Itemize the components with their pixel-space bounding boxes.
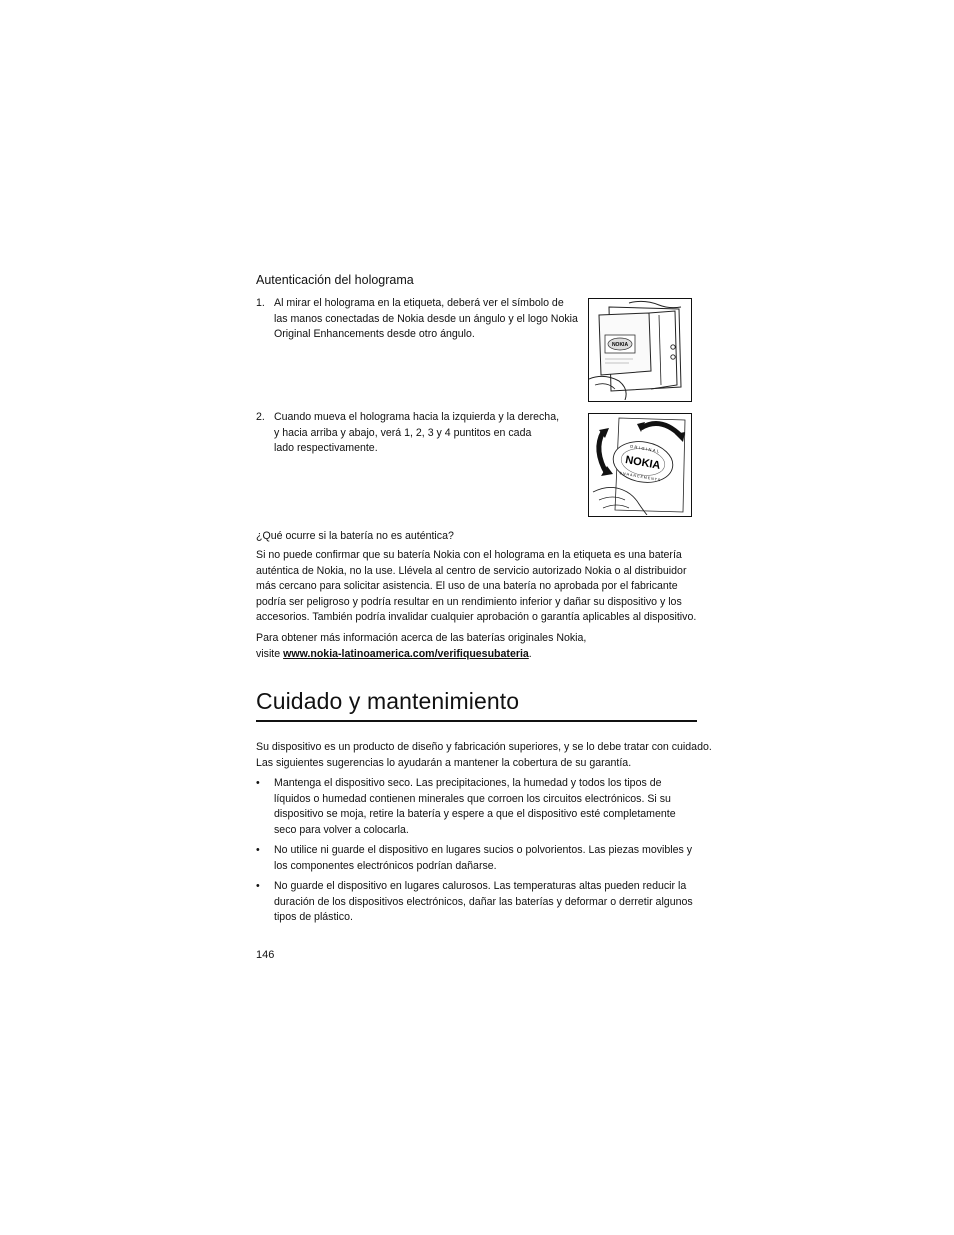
step-number: 1. [256,297,265,309]
intro-line: Las siguientes sugerencias lo ayudarán a mantener la cobertura de su garantía. [256,756,632,769]
bullet-line: No utilice ni guarde el dispositivo en lugares sucios o polvorientos. Las piezas movibles y [274,844,693,856]
care-bullet-1 [256,776,697,840]
bullet-line: tipos de plástico. [274,911,353,924]
step-line: las manos conectadas de Nokia desde un ángulo y el logo Nokia [274,312,578,325]
paragraph-line: Si no puede confirmar que su batería Nokia con el holograma en la etiqueta es una batería [256,549,682,561]
hologram-figure-hands [588,298,692,402]
more-info-paragraph [256,631,586,662]
bullet-text [274,776,676,838]
care-bullet-3 [256,879,697,927]
bullet-line: líquidos o humedad contienen minerales que corroen los circuitos electrónicos. Si su [274,792,671,805]
intro-line: Su dispositivo es un producto de diseño y fabricación superiores, y se lo debe tratar con cuidado. [256,741,712,753]
step-line: Cuando mueva el holograma hacia la izquierda y la derecha, [274,411,560,423]
care-bullet-2 [256,843,697,875]
bullet-line: los componentes electrónicos podrían dañarse. [274,859,497,872]
step-text [274,296,578,343]
step-line: Al mirar el holograma en la etiqueta, deberá ver el símbolo de [274,297,564,309]
bullet-line: No guarde el dispositivo en lugares calurosos. Las temperaturas altas pueden reducir la [274,880,687,892]
bullet-text [274,843,692,874]
hologram-rotation-illustration [589,414,690,515]
step-number: 2. [256,411,265,423]
paragraph-line: accesorios. También podría invalidar cualquier aprobación o garantía aplicables al dispositivo. [256,611,697,624]
bullet-dot: • [256,777,260,789]
visit-line [256,647,586,663]
step-text [274,410,559,457]
paragraph-line: podría ser peligroso y podría resultar en un rendimiento inferior y dañar su dispositivo y los [256,595,682,608]
step-line: lado respectivamente. [274,442,378,455]
section-subtitle: Autenticación del holograma [256,273,414,287]
bullet-text [274,879,693,926]
hologram-figure-rotation [588,413,692,517]
battery-label-illustration [589,299,690,400]
step-line: y hacia arriba y abajo, verá 1, 2, 3 y 4 puntitos en cada [274,426,532,439]
verification-link[interactable]: www.nokia-latinoamerica.com/verifiquesubateria [283,647,529,660]
figure-logo-text: NOKIA [611,342,629,348]
battery-question-heading: ¿Qué ocurre si la batería no es auténtica? [256,530,454,542]
battery-question-paragraph [256,548,696,626]
visit-prefix: visite [256,647,284,660]
bullet-line: seco para volver a colocarla. [274,823,409,836]
bullet-line: Mantenga el dispositivo seco. Las precipitaciones, la humedad y todos los tipos de [274,777,662,789]
step-item-1 [256,296,576,346]
page-number: 146 [256,949,275,961]
paragraph-line: auténtica de Nokia, no la use. Llévela al centro de servicio autorizado Nokia o al distribuidor [256,564,687,577]
figure-ring-bottom: ENHANCEMENTS [619,471,662,483]
figure-logo-text: NOKIA [624,453,662,472]
care-intro [256,740,712,771]
step-line: Original Enhancements desde otro ángulo. [274,328,475,341]
bullet-dot: • [256,844,260,856]
paragraph-line: más cercano para solicitar asistencia. El uso de una batería no aprobada por el fabricante [256,580,678,593]
visit-suffix: . [528,647,532,660]
care-section-title: Cuidado y mantenimiento [256,688,520,714]
figure-ring-top: ORIGINAL [629,443,662,454]
more-info-line: Para obtener más información acerca de las baterías originales Nokia, [256,632,587,644]
bullet-dot: • [256,880,260,892]
bullet-line: duración de los dispositivos electrónicos, dañar las baterías y deformar o derretir algunos [274,895,693,908]
step-item-2 [256,410,576,460]
bullet-line: dispositivo se moja, retire la batería y espere a que el dispositivo esté completamente [274,808,676,821]
title-rule [256,720,697,722]
